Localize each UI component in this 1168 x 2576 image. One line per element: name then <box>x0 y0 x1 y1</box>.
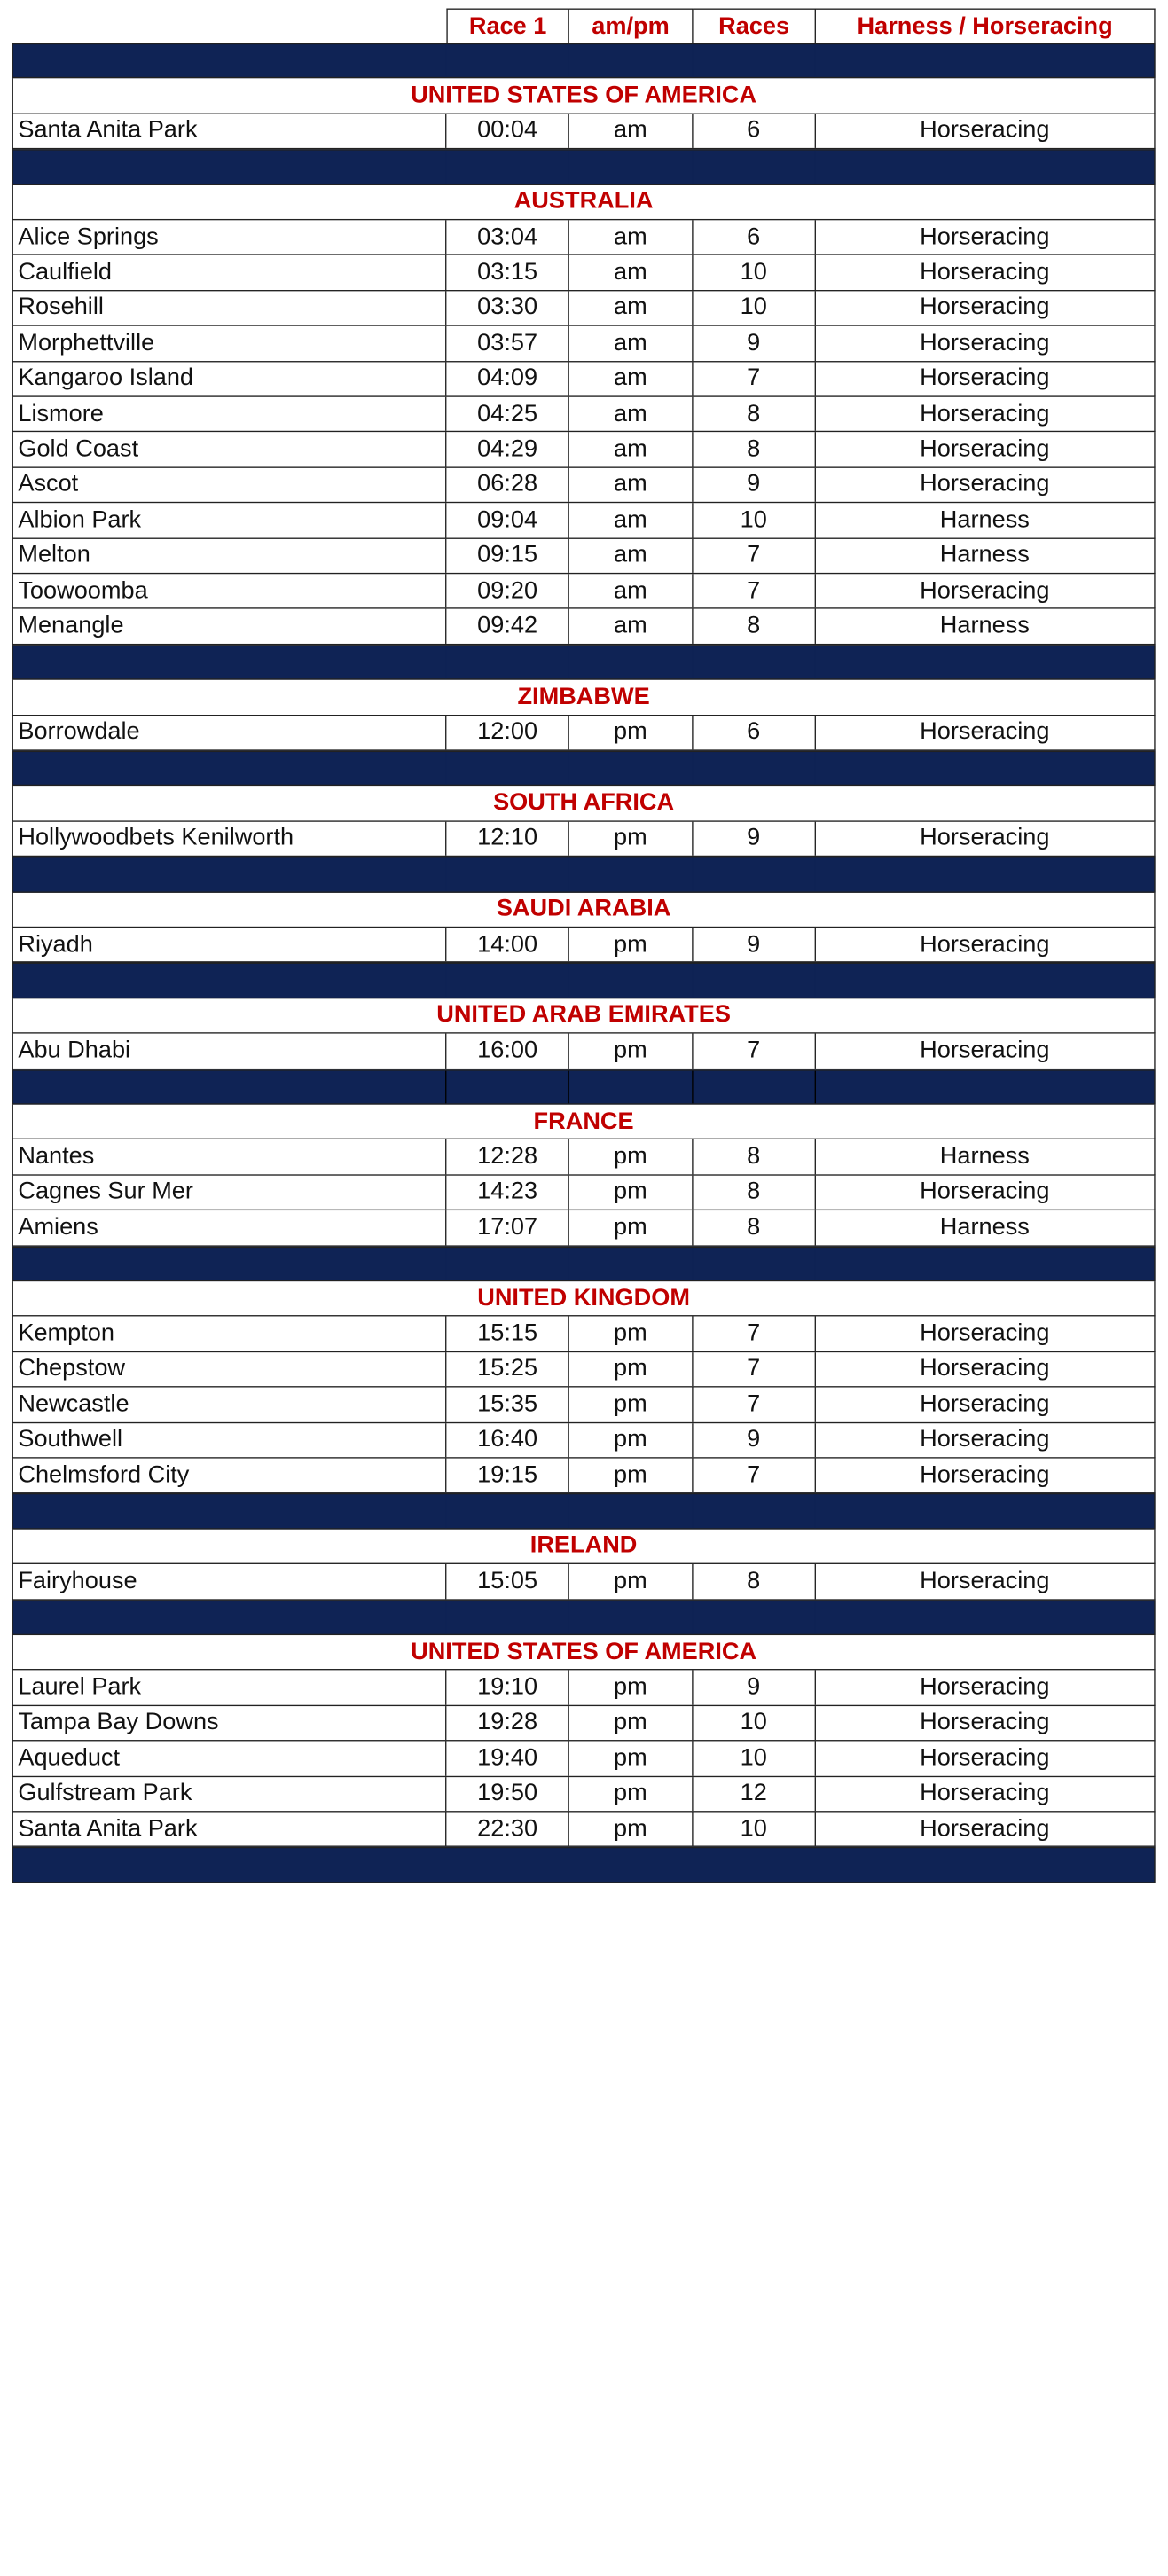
race1-time-cell: 04:25 <box>447 397 569 432</box>
band-cell <box>693 646 815 678</box>
country-heading: SOUTH AFRICA <box>12 787 1156 822</box>
band-cell <box>693 151 815 184</box>
ampm-cell: pm <box>569 1459 693 1493</box>
race1-time-cell: 17:07 <box>447 1210 569 1245</box>
band-cell <box>13 858 447 891</box>
venue-cell: Nantes <box>13 1140 447 1175</box>
race-type-cell: Horseracing <box>920 1567 1050 1594</box>
races-count-cell: 7 <box>693 574 815 608</box>
table-row <box>12 1352 1156 1388</box>
race-type-cell: Horseracing <box>920 1355 1050 1382</box>
races-count-cell: 8 <box>693 397 815 432</box>
ampm-cell: pm <box>569 1388 693 1422</box>
table-row <box>12 1812 1156 1847</box>
ampm-cell: am <box>569 326 693 361</box>
band-cell <box>815 1248 1154 1280</box>
race-type-cell: Horseracing <box>920 1709 1050 1736</box>
header-races: Races <box>694 8 816 43</box>
race1-time-cell: 19:40 <box>447 1742 569 1776</box>
race1-time-cell: 16:00 <box>447 1034 569 1069</box>
races-count-cell: 9 <box>693 1671 815 1705</box>
band-cell <box>569 752 693 785</box>
race-type-cell: Horseracing <box>920 930 1050 958</box>
band-cell <box>693 964 815 997</box>
venue-cell: Amiens <box>13 1210 447 1245</box>
ampm-cell: pm <box>569 1812 693 1846</box>
race-type-cell: Harness <box>939 612 1030 639</box>
table-row <box>12 1671 1156 1706</box>
country-heading: ZIMBABWE <box>12 680 1156 716</box>
table-row <box>12 538 1156 574</box>
band-cell <box>447 151 569 184</box>
band-cell <box>447 646 569 678</box>
ampm-cell: am <box>569 538 693 573</box>
ampm-cell: pm <box>569 1423 693 1458</box>
section-divider-band <box>12 43 1156 79</box>
band-cell <box>13 1495 447 1528</box>
country-heading: UNITED STATES OF AMERICA <box>12 79 1156 114</box>
ampm-cell: am <box>569 503 693 537</box>
band-cell <box>13 151 447 184</box>
country-heading: UNITED ARAB EMIRATES <box>12 998 1156 1034</box>
band-cell <box>447 44 569 77</box>
races-count-cell: 8 <box>693 1564 815 1599</box>
venue-cell: Abu Dhabi <box>13 1034 447 1069</box>
band-cell <box>815 1070 1154 1103</box>
ampm-cell: am <box>569 291 693 325</box>
band-cell <box>569 44 693 77</box>
races-count-cell: 8 <box>693 433 815 467</box>
race1-time-cell: 04:09 <box>447 362 569 396</box>
venue-cell: Southwell <box>13 1423 447 1458</box>
venue-cell: Chepstow <box>13 1352 447 1387</box>
venue-cell: Alice Springs <box>13 220 447 254</box>
race1-time-cell: 12:10 <box>447 821 569 856</box>
ampm-cell: pm <box>569 928 693 962</box>
band-cell <box>447 1070 569 1103</box>
ampm-cell: pm <box>569 1034 693 1069</box>
race1-time-cell: 19:10 <box>447 1671 569 1705</box>
races-count-cell: 9 <box>693 468 815 503</box>
venue-cell: Fairyhouse <box>13 1564 447 1599</box>
races-count-cell: 10 <box>693 503 815 537</box>
races-count-cell: 10 <box>693 291 815 325</box>
race-type-cell: Horseracing <box>920 1178 1050 1205</box>
band-cell <box>13 1248 447 1280</box>
venue-cell: Gulfstream Park <box>13 1777 447 1812</box>
ampm-cell: am <box>569 362 693 396</box>
band-cell <box>447 752 569 785</box>
venue-cell: Borrowdale <box>13 716 447 750</box>
section-divider-band <box>12 1246 1156 1281</box>
race1-time-cell: 03:04 <box>447 220 569 254</box>
country-heading: AUSTRALIA <box>12 184 1156 220</box>
venue-cell: Tampa Bay Downs <box>13 1706 447 1741</box>
venue-cell: Newcastle <box>13 1388 447 1422</box>
race-type-cell: Horseracing <box>920 258 1050 286</box>
race-type-cell: Horseracing <box>920 294 1050 321</box>
band-cell <box>569 646 693 678</box>
band-cell <box>569 1070 693 1103</box>
race1-time-cell: 19:50 <box>447 1777 569 1812</box>
race1-time-cell: 19:15 <box>447 1459 569 1493</box>
venue-cell: Menangle <box>13 609 447 644</box>
race-type-cell: Horseracing <box>920 1780 1050 1807</box>
race1-time-cell: 03:15 <box>447 255 569 290</box>
table-row <box>12 114 1156 150</box>
band-cell <box>693 752 815 785</box>
ampm-cell: pm <box>569 1175 693 1210</box>
country-heading: UNITED KINGDOM <box>12 1281 1156 1317</box>
race1-time-cell: 15:25 <box>447 1352 569 1387</box>
venue-cell: Kangaroo Island <box>13 362 447 396</box>
races-count-cell: 9 <box>693 1423 815 1458</box>
race-type-cell: Horseracing <box>920 117 1050 145</box>
ampm-cell: pm <box>569 1777 693 1812</box>
band-cell <box>693 1248 815 1280</box>
band-cell <box>13 1070 447 1103</box>
header-race1: Race 1 <box>446 8 568 43</box>
section-divider-band <box>12 1847 1156 1883</box>
table-row <box>12 468 1156 504</box>
table-row <box>12 1423 1156 1459</box>
table-row <box>12 1564 1156 1600</box>
race-type-cell: Horseracing <box>920 223 1050 250</box>
ampm-cell: am <box>569 574 693 608</box>
ampm-cell: pm <box>569 1317 693 1351</box>
band-cell <box>815 1495 1154 1528</box>
races-count-cell: 7 <box>693 538 815 573</box>
venue-cell: Lismore <box>13 397 447 432</box>
races-count-cell: 6 <box>693 716 815 750</box>
band-cell <box>815 646 1154 678</box>
venue-cell: Riyadh <box>13 928 447 962</box>
header-venue-blank <box>12 8 447 43</box>
band-cell <box>569 1601 693 1633</box>
band-cell <box>569 964 693 997</box>
ampm-cell: pm <box>569 1671 693 1705</box>
ampm-cell: am <box>569 468 693 503</box>
races-count-cell: 6 <box>693 220 815 254</box>
ampm-cell: pm <box>569 1352 693 1387</box>
venue-cell: Kempton <box>13 1317 447 1351</box>
table-row <box>12 1175 1156 1210</box>
race1-time-cell: 19:28 <box>447 1706 569 1741</box>
table-row <box>12 1706 1156 1742</box>
table-row <box>12 609 1156 645</box>
section-divider-band <box>12 751 1156 787</box>
venue-cell: Rosehill <box>13 291 447 325</box>
section-divider-band <box>12 857 1156 892</box>
races-count-cell: 12 <box>693 1777 815 1812</box>
race1-time-cell: 09:15 <box>447 538 569 573</box>
band-cell <box>13 646 447 678</box>
race-type-cell: Horseracing <box>920 1744 1050 1772</box>
band-cell <box>815 44 1154 77</box>
races-count-cell: 7 <box>693 1388 815 1422</box>
venue-cell: Toowoomba <box>13 574 447 608</box>
ampm-cell: am <box>569 433 693 467</box>
section-divider-band <box>12 1069 1156 1105</box>
country-heading: FRANCE <box>12 1105 1156 1140</box>
venue-cell: Ascot <box>13 468 447 503</box>
race1-time-cell: 09:20 <box>447 574 569 608</box>
header-ampm: am/pm <box>569 8 694 43</box>
section-divider-band <box>12 150 1156 185</box>
race1-time-cell: 00:04 <box>447 114 569 149</box>
race1-time-cell: 03:30 <box>447 291 569 325</box>
races-count-cell: 8 <box>693 1210 815 1245</box>
band-cell <box>447 1601 569 1633</box>
races-count-cell: 7 <box>693 1352 815 1387</box>
band-cell <box>693 1070 815 1103</box>
band-cell <box>447 858 569 891</box>
table-row <box>12 291 1156 326</box>
race1-time-cell: 15:35 <box>447 1388 569 1422</box>
table-row <box>12 220 1156 255</box>
races-count-cell: 7 <box>693 362 815 396</box>
venue-cell: Aqueduct <box>13 1742 447 1776</box>
races-count-cell: 7 <box>693 1317 815 1351</box>
race-type-cell: Horseracing <box>920 435 1050 463</box>
venue-cell: Caulfield <box>13 255 447 290</box>
venue-cell: Santa Anita Park <box>13 114 447 149</box>
venue-cell: Morphettville <box>13 326 447 361</box>
race-type-cell: Harness <box>939 506 1030 533</box>
ampm-cell: pm <box>569 1210 693 1245</box>
section-divider-band <box>12 645 1156 680</box>
race-type-cell: Harness <box>939 1213 1030 1241</box>
band-cell <box>13 752 447 785</box>
header-type: Harness / Horseracing <box>816 8 1156 43</box>
band-cell <box>569 858 693 891</box>
venue-cell: Hollywoodbets Kenilworth <box>13 821 447 856</box>
table-row <box>12 1140 1156 1176</box>
race1-time-cell: 09:42 <box>447 609 569 644</box>
race-type-cell: Horseracing <box>920 400 1050 427</box>
races-count-cell: 8 <box>693 1175 815 1210</box>
race1-time-cell: 22:30 <box>447 1812 569 1846</box>
race-type-cell: Horseracing <box>920 1426 1050 1453</box>
table-row <box>12 1742 1156 1777</box>
race1-time-cell: 14:23 <box>447 1175 569 1210</box>
table-row <box>12 326 1156 362</box>
venue-cell: Santa Anita Park <box>13 1812 447 1846</box>
band-cell <box>815 964 1154 997</box>
races-count-cell: 6 <box>693 114 815 149</box>
table-row <box>12 433 1156 468</box>
band-cell <box>13 1601 447 1633</box>
race-type-cell: Horseracing <box>920 1673 1050 1701</box>
race1-time-cell: 09:04 <box>447 503 569 537</box>
race-type-cell: Horseracing <box>920 1461 1050 1489</box>
races-count-cell: 7 <box>693 1034 815 1069</box>
section-divider-band <box>12 1493 1156 1529</box>
races-count-cell: 8 <box>693 1140 815 1175</box>
race-type-cell: Horseracing <box>920 718 1050 746</box>
band-cell <box>693 1601 815 1633</box>
races-count-cell: 9 <box>693 821 815 856</box>
race1-time-cell: 12:00 <box>447 716 569 750</box>
table-row <box>12 503 1156 538</box>
races-count-cell: 10 <box>693 1706 815 1741</box>
race-type-cell: Horseracing <box>920 1037 1050 1064</box>
race1-time-cell: 03:57 <box>447 326 569 361</box>
races-count-cell: 10 <box>693 255 815 290</box>
race1-time-cell: 15:05 <box>447 1564 569 1599</box>
race-type-cell: Harness <box>939 1143 1030 1171</box>
race-type-cell: Horseracing <box>920 825 1050 851</box>
band-cell <box>693 44 815 77</box>
ampm-cell: pm <box>569 1564 693 1599</box>
ampm-cell: am <box>569 609 693 644</box>
venue-cell: Chelmsford City <box>13 1459 447 1493</box>
race-type-cell: Horseracing <box>920 576 1050 604</box>
race-type-cell: Horseracing <box>920 1319 1050 1347</box>
table-row <box>12 1777 1156 1813</box>
band-cell <box>13 964 447 997</box>
races-count-cell: 8 <box>693 609 815 644</box>
race-type-cell: Horseracing <box>920 1815 1050 1842</box>
race-type-cell: Horseracing <box>920 471 1050 498</box>
race-type-cell: Horseracing <box>920 1390 1050 1418</box>
ampm-cell: am <box>569 255 693 290</box>
band-cell <box>447 1248 569 1280</box>
ampm-cell: pm <box>569 821 693 856</box>
country-heading: UNITED STATES OF AMERICA <box>12 1635 1156 1671</box>
section-divider-band <box>12 1600 1156 1635</box>
table-row <box>12 574 1156 609</box>
section-divider-band <box>12 963 1156 998</box>
race-type-cell: Horseracing <box>920 364 1050 392</box>
table-row <box>12 362 1156 397</box>
band-cell <box>693 1495 815 1528</box>
band-cell <box>815 752 1154 785</box>
races-count-cell: 10 <box>693 1812 815 1846</box>
race-type-cell: Horseracing <box>920 329 1050 356</box>
ampm-cell: am <box>569 220 693 254</box>
ampm-cell: am <box>569 114 693 149</box>
band-cell <box>693 858 815 891</box>
venue-cell: Cagnes Sur Mer <box>13 1175 447 1210</box>
ampm-cell: pm <box>569 1742 693 1776</box>
band-cell <box>815 1601 1154 1633</box>
band-cell <box>815 151 1154 184</box>
table-row <box>12 821 1156 857</box>
ampm-cell: am <box>569 397 693 432</box>
table-row <box>12 1317 1156 1352</box>
band-cell <box>569 1248 693 1280</box>
race-type-cell: Harness <box>939 541 1030 568</box>
race1-time-cell: 12:28 <box>447 1140 569 1175</box>
races-count-cell: 9 <box>693 928 815 962</box>
ampm-cell: pm <box>569 716 693 750</box>
table-row <box>12 255 1156 291</box>
band-cell <box>447 1495 569 1528</box>
column-header-row <box>12 8 1156 43</box>
band-cell <box>447 964 569 997</box>
venue-cell: Albion Park <box>13 503 447 537</box>
band-cell <box>815 858 1154 891</box>
race1-time-cell: 06:28 <box>447 468 569 503</box>
ampm-cell: pm <box>569 1140 693 1175</box>
table-row <box>12 1034 1156 1069</box>
ampm-cell: pm <box>569 1706 693 1741</box>
table-row <box>12 397 1156 433</box>
venue-cell: Laurel Park <box>13 1671 447 1705</box>
table-row <box>12 1388 1156 1423</box>
venue-cell: Gold Coast <box>13 433 447 467</box>
races-count-cell: 7 <box>693 1459 815 1493</box>
races-count-cell: 10 <box>693 1742 815 1776</box>
table-row <box>12 716 1156 751</box>
table-row <box>12 1210 1156 1246</box>
race1-time-cell: 14:00 <box>447 928 569 962</box>
band-cell <box>569 151 693 184</box>
band-cell <box>569 1495 693 1528</box>
country-heading: IRELAND <box>12 1529 1156 1564</box>
table-row <box>12 928 1156 963</box>
race1-time-cell: 16:40 <box>447 1423 569 1458</box>
venue-cell: Melton <box>13 538 447 573</box>
race1-time-cell: 15:15 <box>447 1317 569 1351</box>
band-cell <box>13 44 447 77</box>
table-row <box>12 1459 1156 1494</box>
country-heading: SAUDI ARABIA <box>12 892 1156 928</box>
races-count-cell: 9 <box>693 326 815 361</box>
race1-time-cell: 04:29 <box>447 433 569 467</box>
